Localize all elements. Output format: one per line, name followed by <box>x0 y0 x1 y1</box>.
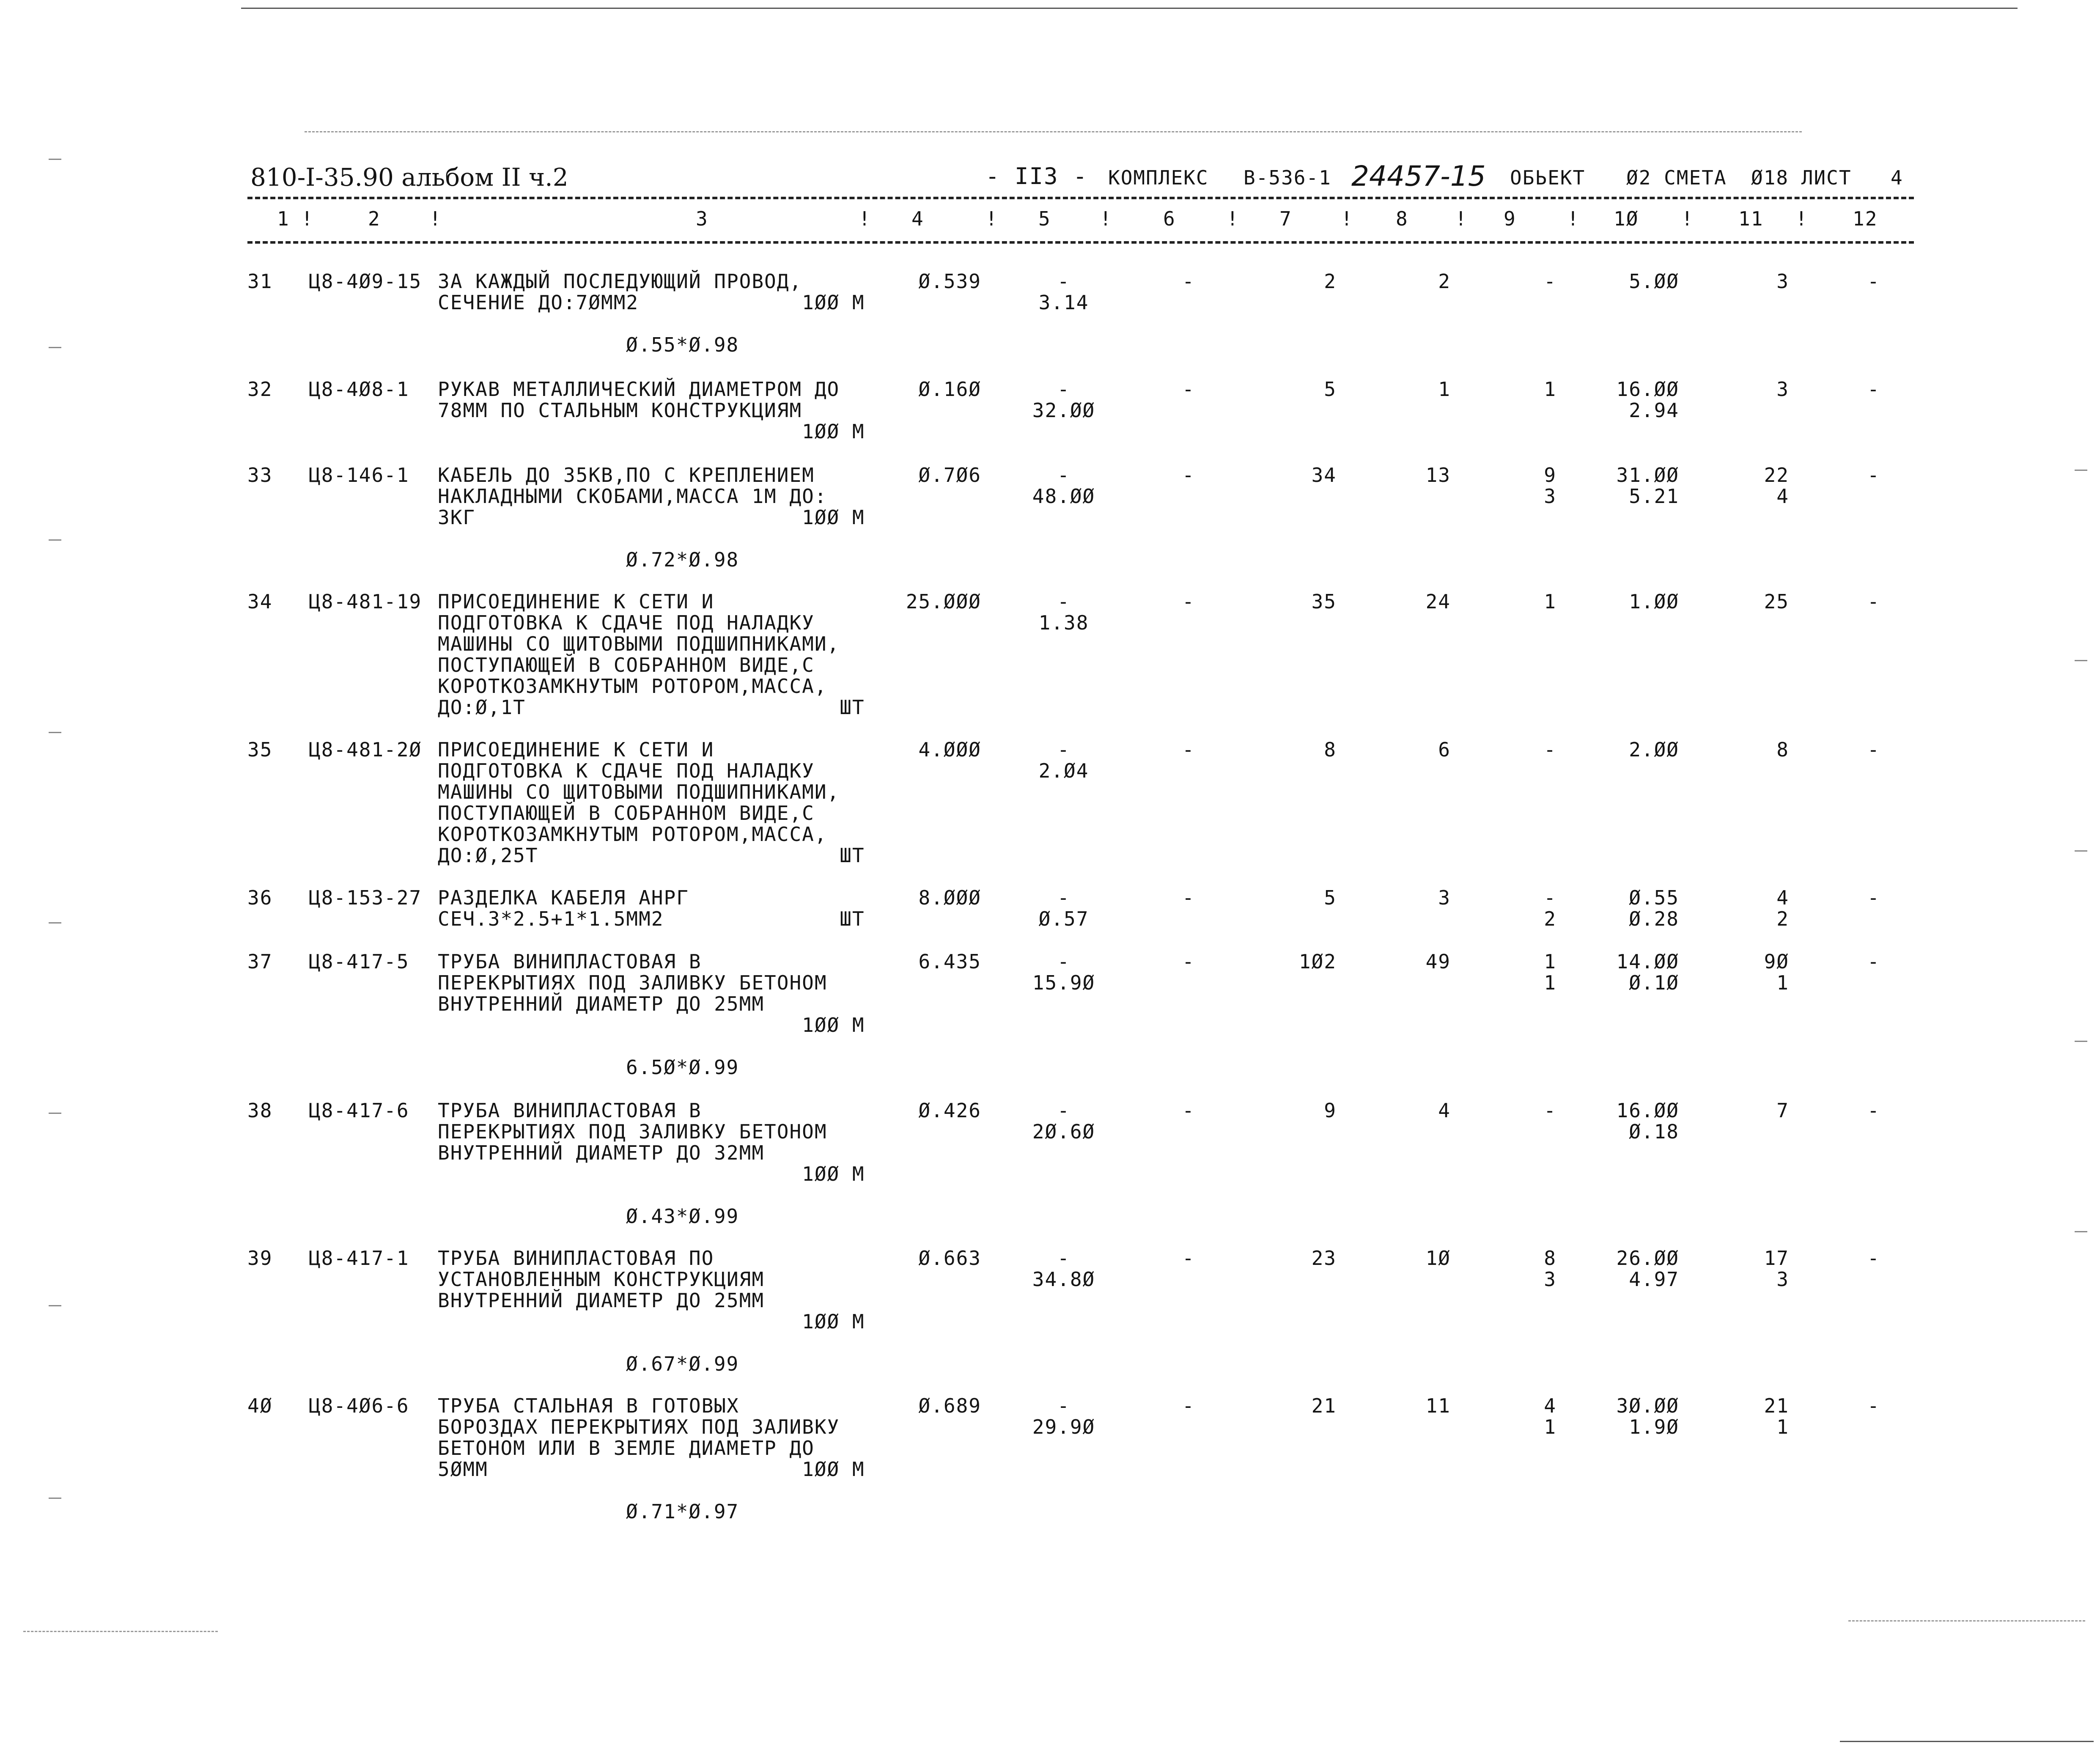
column-6-value: - <box>1182 464 1195 486</box>
column-number: 9 <box>1504 207 1516 230</box>
work-description: НАКЛАДНЫМИ СКОБАМИ,МАССА 1М ДО: <box>438 485 827 508</box>
unit-cost: 48.ØØ <box>1032 485 1095 508</box>
column-number: 12 <box>1853 207 1878 230</box>
coefficient-note: Ø.67*Ø.99 <box>626 1352 739 1375</box>
bottom-right-line <box>1840 1741 2094 1742</box>
object-label: ОБЬЕКТ <box>1510 166 1586 189</box>
column-10-value: 1.9Ø <box>1629 1415 1679 1438</box>
unit-cost: - <box>1057 738 1070 761</box>
unit-cost: 1.38 <box>1038 611 1089 634</box>
work-description: ПРИСОЕДИНЕНИЕ К СЕТИ И <box>438 738 714 761</box>
handwritten-number: 24457-15 <box>1351 160 1486 192</box>
unit-cost: - <box>1057 1247 1070 1270</box>
quantity: Ø.689 <box>918 1394 981 1417</box>
column-8-value: 49 <box>1425 950 1451 973</box>
work-description: БЕТОНОМ ИЛИ В ЗЕМЛЕ ДИАМЕТР ДО <box>438 1437 815 1459</box>
column-6-value: - <box>1182 950 1195 973</box>
work-description: ДО:Ø,25Т ШТ <box>438 844 865 867</box>
column-number: 1 <box>277 207 290 230</box>
column-separator: ! <box>1341 207 1353 230</box>
column-9-value: 3 <box>1544 1268 1556 1291</box>
work-description: ПОДГОТОВКА К СДАЧЕ ПОД НАЛАДКУ <box>438 759 815 782</box>
row-number: 38 <box>247 1099 273 1122</box>
coefficient-note: Ø.43*Ø.99 <box>626 1205 739 1228</box>
column-11-value: 4 <box>1776 485 1789 508</box>
rate-code: Ц8-417-5 <box>309 950 409 973</box>
column-number: 5 <box>1038 207 1051 230</box>
work-description: ДО:Ø,1Т ШТ <box>438 696 865 719</box>
column-number: 2 <box>368 207 381 230</box>
column-11-value: 21 <box>1764 1394 1789 1417</box>
page-number: - II3 - <box>985 163 1088 190</box>
work-description: РУКАВ МЕТАЛЛИЧЕСКИЙ ДИАМЕТРОМ ДО <box>438 378 840 401</box>
work-description: СЕЧЕНИЕ ДО:7ØММ2 1ØØ М <box>438 291 865 314</box>
column-12-value: - <box>1867 1099 1880 1122</box>
unit-cost: 32.ØØ <box>1032 399 1095 422</box>
column-12-value: - <box>1867 1247 1880 1270</box>
header-rule-bottom <box>247 241 1914 244</box>
column-9-value: 3 <box>1544 485 1556 508</box>
column-separator: ! <box>429 207 442 230</box>
column-7-value: 8 <box>1324 738 1337 761</box>
column-11-value: 3 <box>1776 1268 1789 1291</box>
unit-cost: - <box>1057 270 1070 293</box>
object-estimate: Ø2 СМЕТА <box>1626 166 1727 189</box>
column-7-value: 35 <box>1311 590 1337 613</box>
column-11-value: 1 <box>1776 971 1789 994</box>
margin-mark <box>49 732 61 733</box>
column-9-value: - <box>1544 1099 1556 1122</box>
column-8-value: 6 <box>1438 738 1451 761</box>
margin-mark <box>49 539 61 541</box>
work-description: 1ØØ М <box>438 1163 865 1185</box>
column-7-value: 2 <box>1324 270 1337 293</box>
column-7-value: 5 <box>1324 886 1337 909</box>
margin-mark <box>49 922 61 923</box>
rate-code: Ц8-481-2Ø <box>309 738 422 761</box>
column-separator: ! <box>985 207 998 230</box>
column-11-value: 8 <box>1776 738 1789 761</box>
work-description: 1ØØ М <box>438 1310 865 1333</box>
margin-mark <box>49 159 61 160</box>
quantity: Ø.426 <box>918 1099 981 1122</box>
work-description: 5ØММ 1ØØ М <box>438 1458 865 1481</box>
quantity: Ø.7Ø6 <box>918 464 981 486</box>
work-description: ТРУБА СТАЛЬНАЯ В ГОТОВЫХ <box>438 1394 739 1417</box>
unit-cost: 3.14 <box>1038 291 1089 314</box>
column-10-value: 5.21 <box>1629 485 1679 508</box>
column-11-value: 9Ø <box>1764 950 1789 973</box>
column-10-value: 14.ØØ <box>1616 950 1679 973</box>
row-number: 33 <box>247 464 273 486</box>
column-8-value: 1 <box>1438 378 1451 401</box>
quantity: 25.ØØØ <box>906 590 981 613</box>
bottom-right-rule <box>1848 1620 2085 1622</box>
column-number: 8 <box>1396 207 1408 230</box>
column-10-value: 31.ØØ <box>1616 464 1679 486</box>
row-number: 35 <box>247 738 273 761</box>
margin-mark <box>2075 850 2087 852</box>
work-description: МАШИНЫ СО ЩИТОВЫМИ ПОДШИПНИКАМИ, <box>438 781 840 803</box>
work-description: ПОДГОТОВКА К СДАЧЕ ПОД НАЛАДКУ <box>438 611 815 634</box>
column-10-value: Ø.28 <box>1629 907 1679 930</box>
column-number: 6 <box>1163 207 1176 230</box>
quantity: 6.435 <box>918 950 981 973</box>
header-faint-rule <box>305 131 1802 132</box>
margin-mark <box>49 1113 61 1114</box>
column-separator: ! <box>1455 207 1468 230</box>
quantity: 4.ØØØ <box>918 738 981 761</box>
column-11-value: 25 <box>1764 590 1789 613</box>
unit-cost: 2.Ø4 <box>1038 759 1089 782</box>
column-6-value: - <box>1182 378 1195 401</box>
column-9-value: - <box>1544 270 1556 293</box>
column-11-value: 17 <box>1764 1247 1789 1270</box>
column-9-value: 1 <box>1544 950 1556 973</box>
column-7-value: 21 <box>1311 1394 1337 1417</box>
work-description: ПРИСОЕДИНЕНИЕ К СЕТИ И <box>438 590 714 613</box>
row-number: 4Ø <box>247 1394 273 1417</box>
work-description: ТРУБА ВИНИПЛАСТОВАЯ В <box>438 950 702 973</box>
unit-cost: 29.9Ø <box>1032 1415 1095 1438</box>
margin-mark <box>2075 470 2087 471</box>
work-description: РАЗДЕЛКА КАБЕЛЯ АНРГ <box>438 886 689 909</box>
rate-code: Ц8-4Ø6-6 <box>309 1394 409 1417</box>
document-code: 810-I-35.90 альбом II ч.2 <box>250 163 568 192</box>
unit-cost: Ø.57 <box>1038 907 1089 930</box>
column-6-value: - <box>1182 1394 1195 1417</box>
column-separator: ! <box>301 207 314 230</box>
work-description: ВНУТРЕННИЙ ДИАМЕТР ДО 32ММ <box>438 1141 765 1164</box>
column-8-value: 2 <box>1438 270 1451 293</box>
work-description: 78ММ ПО СТАЛЬНЫМ КОНСТРУКЦИЯМ <box>438 399 802 422</box>
work-description: КОРОТКОЗАМКНУТЫМ РОТОРОМ,МАССА, <box>438 675 827 698</box>
rate-code: Ц8-146-1 <box>309 464 409 486</box>
column-12-value: - <box>1867 590 1880 613</box>
margin-mark <box>49 1305 61 1306</box>
column-8-value: 24 <box>1425 590 1451 613</box>
column-6-value: - <box>1182 270 1195 293</box>
column-9-value: 1 <box>1544 1415 1556 1438</box>
column-7-value: 34 <box>1311 464 1337 486</box>
estimate-sheet: Ø18 ЛИСТ <box>1751 166 1852 189</box>
quantity: Ø.16Ø <box>918 378 981 401</box>
column-9-value: - <box>1544 738 1556 761</box>
column-11-value: 1 <box>1776 1415 1789 1438</box>
work-description: ВНУТРЕННИЙ ДИАМЕТР ДО 25ММ <box>438 992 765 1015</box>
column-7-value: 9 <box>1324 1099 1337 1122</box>
margin-mark <box>2075 1231 2087 1232</box>
column-12-value: - <box>1867 464 1880 486</box>
rate-code: Ц8-4Ø9-15 <box>309 270 422 293</box>
column-12-value: - <box>1867 1394 1880 1417</box>
column-10-value: 1.ØØ <box>1629 590 1679 613</box>
column-number: 1Ø <box>1614 207 1639 230</box>
column-separator: ! <box>1227 207 1239 230</box>
rate-code: Ц8-481-19 <box>309 590 422 613</box>
quantity: Ø.663 <box>918 1247 981 1270</box>
column-6-value: - <box>1182 886 1195 909</box>
work-description: ПОСТУПАЮЩЕЙ В СОБРАННОМ ВИДЕ,С <box>438 654 815 676</box>
column-10-value: 16.ØØ <box>1616 378 1679 401</box>
coefficient-note: 6.5Ø*Ø.99 <box>626 1056 739 1079</box>
column-separator: ! <box>1681 207 1694 230</box>
column-7-value: 1Ø2 <box>1298 950 1337 973</box>
column-number: 7 <box>1279 207 1292 230</box>
column-10-value: 16.ØØ <box>1616 1099 1679 1122</box>
work-description: 1ØØ М <box>438 1014 865 1036</box>
margin-mark <box>2075 660 2087 661</box>
work-description: МАШИНЫ СО ЩИТОВЫМИ ПОДШИПНИКАМИ, <box>438 632 840 655</box>
work-description: ЗА КАЖДЫЙ ПОСЛЕДУЮЩИЙ ПРОВОД, <box>438 270 802 293</box>
work-description: УСТАНОВЛЕННЫМ КОНСТРУКЦИЯМ <box>438 1268 765 1291</box>
column-7-value: 5 <box>1324 378 1337 401</box>
header-rule-top <box>247 197 1914 199</box>
column-10-value: 26.ØØ <box>1616 1247 1679 1270</box>
work-description: ТРУБА ВИНИПЛАСТОВАЯ В <box>438 1099 702 1122</box>
column-separator: ! <box>1795 207 1808 230</box>
unit-cost: - <box>1057 886 1070 909</box>
unit-cost: 2Ø.6Ø <box>1032 1120 1095 1143</box>
bottom-left-rule <box>23 1631 218 1632</box>
column-8-value: 3 <box>1438 886 1451 909</box>
work-description: ТРУБА ВИНИПЛАСТОВАЯ ПО <box>438 1247 714 1270</box>
quantity: 8.ØØØ <box>918 886 981 909</box>
margin-mark <box>49 1498 61 1499</box>
unit-cost: - <box>1057 590 1070 613</box>
column-9-value: 9 <box>1544 464 1556 486</box>
column-9-value: 4 <box>1544 1394 1556 1417</box>
work-description: ПЕРЕКРЫТИЯХ ПОД ЗАЛИВКУ БЕТОНОМ <box>438 1120 827 1143</box>
column-10-value: 2.ØØ <box>1629 738 1679 761</box>
column-6-value: - <box>1182 1099 1195 1122</box>
column-11-value: 3 <box>1776 270 1789 293</box>
work-description: ПЕРЕКРЫТИЯХ ПОД ЗАЛИВКУ БЕТОНОМ <box>438 971 827 994</box>
column-10-value: Ø.55 <box>1629 886 1679 909</box>
work-description: БОРОЗДАХ ПЕРЕКРЫТИЯХ ПОД ЗАЛИВКУ <box>438 1415 840 1438</box>
column-number: 11 <box>1738 207 1764 230</box>
unit-cost: - <box>1057 1394 1070 1417</box>
column-6-value: - <box>1182 738 1195 761</box>
column-11-value: 7 <box>1776 1099 1789 1122</box>
column-separator: ! <box>1100 207 1112 230</box>
column-10-value: 3Ø.ØØ <box>1616 1394 1679 1417</box>
top-border <box>241 8 2018 9</box>
column-9-value: - <box>1544 886 1556 909</box>
column-12-value: - <box>1867 378 1880 401</box>
work-description: 3КГ 1ØØ М <box>438 506 865 529</box>
work-description: СЕЧ.3*2.5+1*1.5ММ2 ШТ <box>438 907 865 930</box>
column-10-value: Ø.1Ø <box>1629 971 1679 994</box>
column-6-value: - <box>1182 590 1195 613</box>
column-11-value: 22 <box>1764 464 1789 486</box>
row-number: 37 <box>247 950 273 973</box>
column-10-value: 2.94 <box>1629 399 1679 422</box>
column-12-value: - <box>1867 886 1880 909</box>
column-number: 3 <box>696 207 708 230</box>
column-8-value: 13 <box>1425 464 1451 486</box>
row-number: 39 <box>247 1247 273 1270</box>
column-9-value: 1 <box>1544 590 1556 613</box>
column-12-value: - <box>1867 270 1880 293</box>
unit-cost: - <box>1057 950 1070 973</box>
unit-cost: 15.9Ø <box>1032 971 1095 994</box>
coefficient-note: Ø.72*Ø.98 <box>626 548 739 571</box>
margin-mark <box>2075 1041 2087 1042</box>
column-separator: ! <box>859 207 871 230</box>
rate-code: Ц8-4Ø8-1 <box>309 378 409 401</box>
row-number: 34 <box>247 590 273 613</box>
column-6-value: - <box>1182 1247 1195 1270</box>
complex-label: КОМПЛЕКС <box>1108 166 1209 189</box>
unit-cost: - <box>1057 1099 1070 1122</box>
work-description: КАБЕЛЬ ДО 35КВ,ПО С КРЕПЛЕНИЕМ <box>438 464 815 486</box>
column-9-value: 2 <box>1544 907 1556 930</box>
row-number: 36 <box>247 886 273 909</box>
column-8-value: 4 <box>1438 1099 1451 1122</box>
column-separator: ! <box>1567 207 1580 230</box>
margin-mark <box>49 347 61 348</box>
column-11-value: 4 <box>1776 886 1789 909</box>
column-12-value: - <box>1867 950 1880 973</box>
column-10-value: 5.ØØ <box>1629 270 1679 293</box>
quantity: Ø.539 <box>918 270 981 293</box>
row-number: 32 <box>247 378 273 401</box>
column-9-value: 1 <box>1544 971 1556 994</box>
column-8-value: 1Ø <box>1425 1247 1451 1270</box>
work-description: ВНУТРЕННИЙ ДИАМЕТР ДО 25ММ <box>438 1289 765 1312</box>
column-8-value: 11 <box>1425 1394 1451 1417</box>
unit-cost: - <box>1057 378 1070 401</box>
complex-code: В-536-1 <box>1244 166 1331 189</box>
coefficient-note: Ø.71*Ø.97 <box>626 1500 739 1523</box>
work-description: 1ØØ М <box>438 420 865 443</box>
column-10-value: 4.97 <box>1629 1268 1679 1291</box>
work-description: ПОСТУПАЮЩЕЙ В СОБРАННОМ ВИДЕ,С <box>438 802 815 825</box>
column-9-value: 8 <box>1544 1247 1556 1270</box>
unit-cost: 34.8Ø <box>1032 1268 1095 1291</box>
rate-code: Ц8-417-6 <box>309 1099 409 1122</box>
column-number: 4 <box>911 207 924 230</box>
coefficient-note: Ø.55*Ø.98 <box>626 333 739 356</box>
column-9-value: 1 <box>1544 378 1556 401</box>
work-description: КОРОТКОЗАМКНУТЫМ РОТОРОМ,МАССА, <box>438 823 827 846</box>
column-11-value: 3 <box>1776 378 1789 401</box>
column-10-value: Ø.18 <box>1629 1120 1679 1143</box>
unit-cost: - <box>1057 464 1070 486</box>
rate-code: Ц8-417-1 <box>309 1247 409 1270</box>
column-7-value: 23 <box>1311 1247 1337 1270</box>
sheet-number: 4 <box>1891 166 1903 189</box>
column-12-value: - <box>1867 738 1880 761</box>
column-11-value: 2 <box>1776 907 1789 930</box>
rate-code: Ц8-153-27 <box>309 886 422 909</box>
row-number: 31 <box>247 270 273 293</box>
